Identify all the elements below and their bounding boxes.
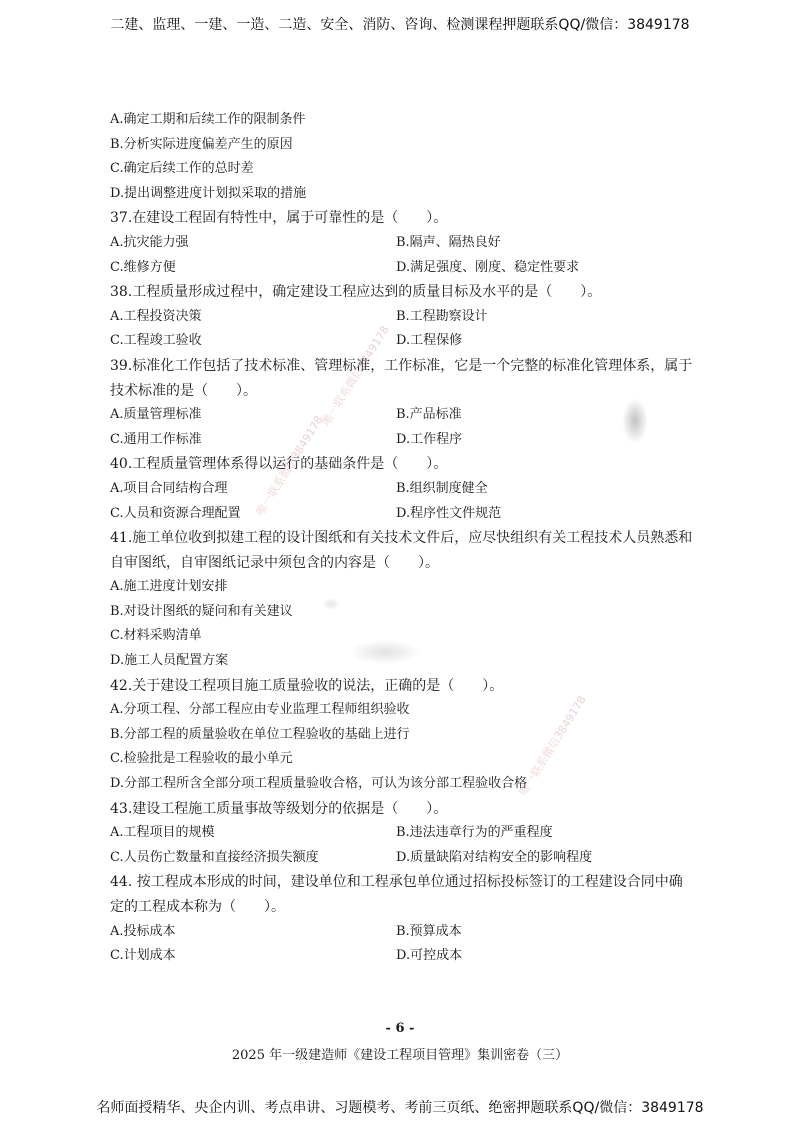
q39-option-b: B.产品标准 bbox=[396, 407, 462, 423]
document-title: 2025 年一级建造师《建设工程项目管理》集训密卷（三） bbox=[231, 1048, 569, 1063]
q38-option-a: A.工程投资决策 bbox=[110, 308, 202, 324]
bottom-banner: 名师面授精华、央企内训、考点串讲、习题模考、考前三页纸、绝密押题联系QQ/微信：3849178 bbox=[96, 1100, 704, 1116]
exam-content bbox=[110, 108, 710, 969]
q44-stem-line-2: 定的工程成本称为（ ）。 bbox=[110, 899, 285, 915]
q44-option-c: C.计划成本 bbox=[110, 948, 176, 964]
q43-option-c: C.人员伤亡数量和直接经济损失额度 bbox=[110, 849, 319, 865]
q36-option-d: D.提出调整进度计划拟采取的措施 bbox=[110, 185, 307, 201]
question-40 bbox=[110, 452, 710, 526]
q41-option-d: D.施工人员配置方案 bbox=[110, 653, 229, 669]
q40-options-row-1 bbox=[110, 477, 710, 502]
q42-option-b: B.分部工程的质量验收在单位工程验收的基础上进行 bbox=[110, 726, 410, 742]
q40-option-b: B.组织制度健全 bbox=[396, 480, 488, 496]
question-42 bbox=[110, 674, 710, 797]
q40-option-d: D.程序性文件规范 bbox=[396, 505, 502, 521]
watermark: 唯一联系微信3849178 bbox=[253, 413, 326, 518]
q38-stem: 38.工程质量形成过程中，确定建设工程应达到的质量目标及水平的是（ ）。 bbox=[110, 284, 602, 301]
q38-option-b: B.工程勘察设计 bbox=[396, 308, 488, 324]
q39-option-d: D.工作程序 bbox=[396, 431, 463, 447]
q38-options-row-1 bbox=[110, 305, 710, 330]
question-44 bbox=[110, 870, 710, 968]
q40-option-c: C.人员和资源合理配置 bbox=[110, 505, 241, 521]
q43-stem: 43.建设工程施工质量事故等级划分的依据是（ ）。 bbox=[110, 800, 448, 817]
q41-option-b: B.对设计图纸的疑问和有关建议 bbox=[110, 603, 293, 619]
q38-option-d: D.工程保修 bbox=[396, 333, 463, 349]
q41-stem-line-2: 自审图纸，自审图纸记录中须包含的内容是（ ）。 bbox=[110, 554, 439, 571]
q42-stem: 42.关于建设工程项目施工质量验收的说法，正确的是（ ）。 bbox=[110, 677, 504, 694]
q40-stem: 40.工程质量管理体系得以运行的基础条件是（ ）。 bbox=[110, 456, 448, 473]
q36-option-c: C.确定后续工作的总时差 bbox=[110, 161, 254, 177]
watermark: 唯一联系微信3849178 bbox=[319, 323, 392, 428]
q44-option-d: D.可控成本 bbox=[396, 948, 463, 964]
q37-options-row-1 bbox=[110, 231, 710, 256]
q44-options-row-2 bbox=[110, 944, 710, 969]
q42-option-a: A.分项工程、分部工程应由专业监理工程师组织验收 bbox=[110, 702, 410, 718]
q43-options-row-1 bbox=[110, 821, 710, 846]
q38-options-row-2 bbox=[110, 329, 710, 354]
q36-options bbox=[110, 108, 710, 206]
page-number: - 6 - bbox=[385, 1021, 415, 1036]
q39-option-c: C.通用工作标准 bbox=[110, 431, 202, 447]
q39-stem-line-1: 39.标准化工作包括了技术标准、管理标准，工作标准，它是一个完整的标准化管理体系，属于 bbox=[110, 357, 693, 374]
q41-option-c: C.材料采购清单 bbox=[110, 628, 202, 644]
q44-option-a: A.投标成本 bbox=[110, 923, 176, 939]
scan-smudge bbox=[622, 398, 648, 444]
q44-options-row-1 bbox=[110, 920, 710, 945]
q41-option-a: A.施工进度计划安排 bbox=[110, 579, 228, 595]
q41-stem-line-1: 41.施工单位收到拟建工程的设计图纸和有关技术文件后，应尽快组织有关工程技术人员熟悉和 bbox=[110, 530, 693, 547]
q39-options-row-2 bbox=[110, 428, 710, 453]
scan-smudge bbox=[322, 598, 340, 610]
watermark: 唯一联系微信3849178 bbox=[516, 693, 589, 798]
q39-stem-line-2: 技术标准的是（ ）。 bbox=[110, 382, 257, 399]
top-banner: 二建、监理、一建、一造、二造、安全、消防、咨询、检测课程押题联系QQ/微信：3849178 bbox=[110, 17, 690, 33]
q37-option-d: D.满足强度、刚度、稳定性要求 bbox=[396, 259, 580, 275]
q39-option-a: A.质量管理标准 bbox=[110, 407, 202, 423]
question-43 bbox=[110, 797, 710, 871]
q37-option-a: A.抗灾能力强 bbox=[110, 234, 189, 250]
q37-option-b: B.隔声、隔热良好 bbox=[396, 234, 501, 250]
q43-options-row-2 bbox=[110, 846, 710, 871]
q36-option-b: B.分析实际进度偏差产生的原因 bbox=[110, 136, 293, 152]
q40-option-a: A.项目合同结构合理 bbox=[110, 480, 228, 496]
question-38 bbox=[110, 280, 710, 354]
q37-options-row-2 bbox=[110, 256, 710, 281]
q42-option-c: C.检验批是工程验收的最小单元 bbox=[110, 751, 293, 767]
q37-option-c: C.维修方便 bbox=[110, 259, 176, 275]
question-37 bbox=[110, 206, 710, 280]
q44-stem-line-1: 44. 按工程成本形成的时间，建设单位和工程承包单位通过招标投标签订的工程建设合同中确 bbox=[110, 874, 683, 891]
question-39 bbox=[110, 354, 710, 452]
scan-smudge bbox=[350, 640, 420, 664]
q43-option-d: D.质量缺陷对结构安全的影响程度 bbox=[396, 849, 593, 865]
q44-option-b: B.预算成本 bbox=[396, 923, 462, 939]
q39-options-row-1 bbox=[110, 403, 710, 428]
q43-option-b: B.违法违章行为的严重程度 bbox=[396, 825, 553, 841]
q36-option-a: A.确定工期和后续工作的限制条件 bbox=[110, 112, 306, 127]
q37-stem: 37.在建设工程固有特性中，属于可靠性的是（ ）。 bbox=[110, 210, 448, 227]
q40-options-row-2 bbox=[110, 502, 710, 527]
q42-option-d: D.分部工程所含全部分项工程质量验收合格，可认为该分部工程验收合格 bbox=[110, 776, 528, 792]
q43-option-a: A.工程项目的规模 bbox=[110, 825, 215, 841]
q38-option-c: C.工程竣工验收 bbox=[110, 333, 202, 349]
